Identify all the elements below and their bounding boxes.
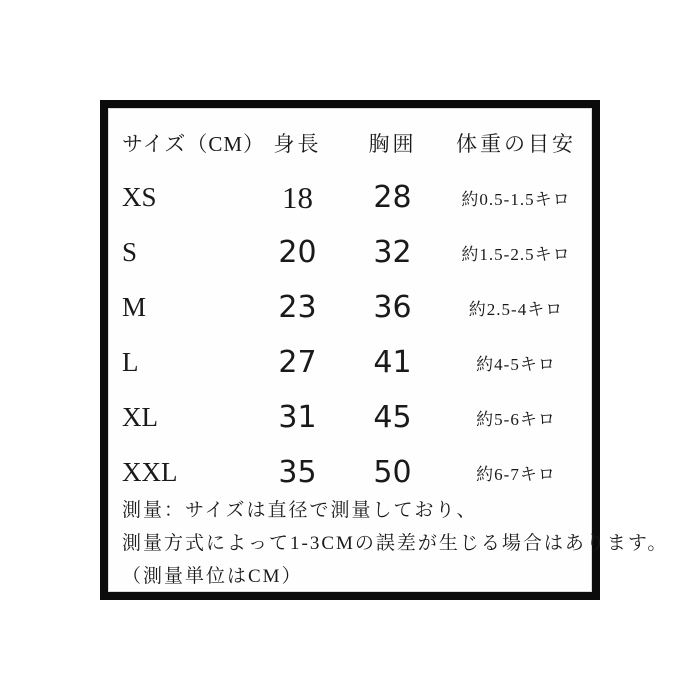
weight-range: 約1.5-2.5キロ <box>461 245 571 264</box>
chest-value: 50 <box>373 455 412 490</box>
note-line: 測量方式によって1-3CMの誤差が生じる場合はあります。 <box>122 533 669 554</box>
height-value: 23 <box>278 290 317 325</box>
chest-value: 41 <box>373 345 412 380</box>
size-label: L <box>122 347 139 377</box>
table-header-row <box>108 108 592 170</box>
note-line: 測量：サイズは直径で測量しており、 <box>122 500 478 521</box>
header-cell-chest: 胸囲 <box>368 132 417 156</box>
weight-range: 約2.5-4キロ <box>468 300 564 319</box>
height-value: 31 <box>278 400 317 435</box>
height-value: 20 <box>278 235 317 270</box>
size-label: XL <box>122 402 158 432</box>
weight-range: 約4-5キロ <box>476 355 556 374</box>
table-row-s <box>108 225 592 280</box>
height-value: 18 <box>282 179 313 215</box>
weight-range: 約6-7キロ <box>476 465 556 484</box>
size-label: XXL <box>122 457 178 487</box>
header-cell-size: サイズ（CM） <box>122 132 265 156</box>
header-cell-weight: 体重の目安 <box>456 132 576 156</box>
table-frame <box>100 100 669 600</box>
table-row-xl <box>108 390 592 445</box>
chest-value: 45 <box>373 400 412 435</box>
table-row-m <box>108 280 592 335</box>
size-label: XS <box>122 182 157 212</box>
chest-value: 36 <box>373 290 412 325</box>
weight-range: 約5-6キロ <box>476 410 556 429</box>
chest-value: 32 <box>373 235 412 270</box>
header-cell-height: 身長 <box>273 132 322 156</box>
chest-value: 28 <box>373 180 412 215</box>
size-label: M <box>122 292 147 322</box>
size-table <box>108 108 592 500</box>
size-label: S <box>122 237 138 267</box>
height-value: 35 <box>278 455 317 490</box>
height-value: 27 <box>278 345 317 380</box>
table-row-xs <box>108 170 592 225</box>
weight-range: 約0.5-1.5キロ <box>461 190 571 209</box>
note-line: （測量単位はCM） <box>122 566 303 587</box>
measurement-notes <box>108 490 669 593</box>
table-row-l <box>108 335 592 390</box>
